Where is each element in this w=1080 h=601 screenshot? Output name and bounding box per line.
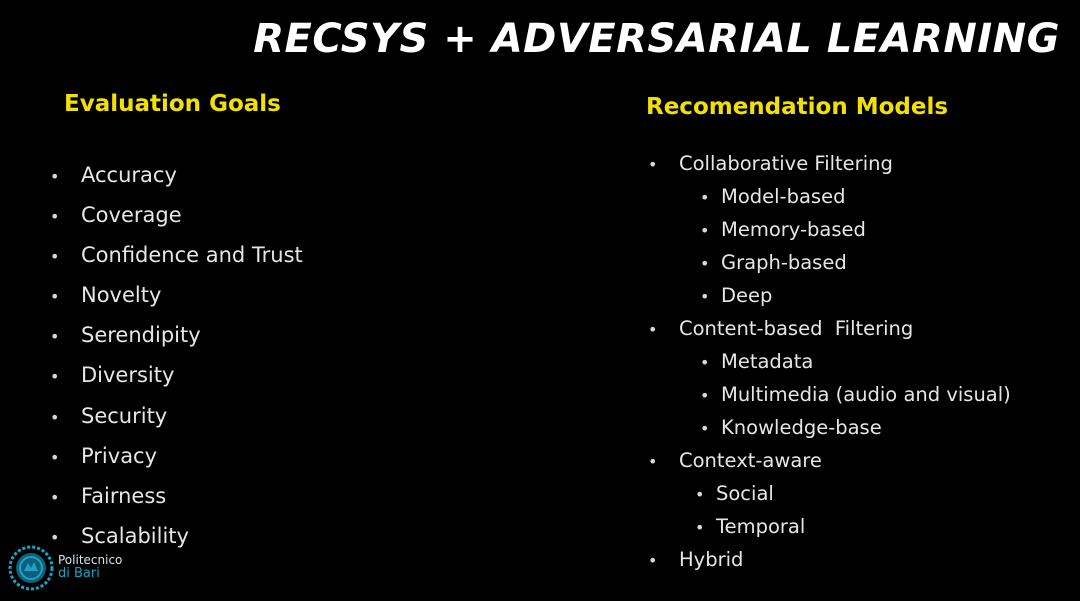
bullet-icon: • <box>50 287 60 307</box>
bullet-icon: • <box>700 353 710 372</box>
logo-line-2: di Bari <box>58 566 100 581</box>
list-item-label: Novelty <box>81 283 162 308</box>
list-item-label: Model-based <box>721 185 846 208</box>
list-item-label: Hybrid <box>679 548 744 571</box>
list-item <box>50 399 303 439</box>
list-item-label: Deep <box>721 284 773 307</box>
bullet-icon: • <box>700 287 710 306</box>
sub-list-item <box>648 511 1011 544</box>
bullet-icon: • <box>50 327 60 347</box>
list-item-label: Social <box>716 482 774 505</box>
bullet-icon: • <box>700 386 710 405</box>
sub-list-item <box>648 379 1011 412</box>
bullet-icon: • <box>50 167 60 186</box>
bullet-icon: • <box>700 221 710 240</box>
list-item-label: Confidence and Trust <box>81 243 303 268</box>
sub-list-item <box>648 214 1011 247</box>
list-item-label: Fairness <box>81 483 167 508</box>
bullet-icon: • <box>648 320 658 339</box>
list-item <box>50 158 303 198</box>
bullet-icon: • <box>648 155 658 174</box>
list-item-label: Scalability <box>81 523 189 548</box>
sub-list-item <box>648 412 1011 445</box>
bullet-icon: • <box>700 254 710 273</box>
bullet-icon: • <box>50 447 60 467</box>
bullet-icon: • <box>695 518 705 537</box>
list-item <box>50 198 303 238</box>
bullet-icon: • <box>50 207 60 227</box>
bullet-icon: • <box>50 367 60 387</box>
list-item-label: Temporal <box>716 515 806 538</box>
list-item-label: Memory-based <box>721 218 866 241</box>
sub-list-item <box>648 478 1011 511</box>
list-item <box>50 278 303 318</box>
list-item <box>50 479 303 519</box>
sub-list-item <box>648 181 1011 214</box>
list-item <box>50 439 303 479</box>
slide-title: RECSYS + ADVERSARIAL LEARNING <box>253 16 1060 62</box>
list-item-label: Collaborative Filtering <box>679 152 893 175</box>
sub-list-item <box>648 247 1011 280</box>
list-item-label: Diversity <box>81 363 175 388</box>
list-item-label: Content-based Filtering <box>679 317 914 340</box>
politecnico-logo-icon <box>8 545 54 591</box>
list-item-label: Serendipity <box>81 323 201 348</box>
list-item-label: Accuracy <box>81 163 177 187</box>
list-item-label: Multimedia (audio and visual) <box>721 383 1011 406</box>
recommendation-models-list <box>648 148 1011 577</box>
list-item <box>648 313 1011 346</box>
list-item <box>50 238 303 278</box>
bullet-icon: • <box>648 551 658 570</box>
list-item-label: Privacy <box>81 443 158 468</box>
list-item <box>50 358 303 398</box>
list-item-label: Coverage <box>81 203 182 228</box>
sub-list-item <box>648 346 1011 379</box>
list-item <box>648 544 1011 577</box>
bullet-icon: • <box>50 247 60 267</box>
bullet-icon: • <box>700 188 710 207</box>
list-item <box>648 148 1011 181</box>
bullet-icon: • <box>700 419 710 438</box>
bullet-icon: • <box>50 487 60 507</box>
list-item-label: Metadata <box>721 350 814 373</box>
bullet-icon: • <box>695 485 705 504</box>
bullet-icon: • <box>50 407 60 427</box>
bullet-icon: • <box>50 527 60 547</box>
recommendation-models-heading: Recomendation Models <box>646 94 949 120</box>
logo-line-1: Politecnico <box>58 553 123 567</box>
politecnico-logo-text <box>58 554 122 580</box>
evaluation-goals-heading: Evaluation Goals <box>64 91 281 117</box>
list-item-label: Graph-based <box>721 251 847 274</box>
evaluation-goals-list <box>50 158 303 559</box>
list-item-label: Context-aware <box>679 449 822 472</box>
list-item-label: Security <box>81 403 168 428</box>
list-item <box>648 445 1011 478</box>
list-item-label: Knowledge-base <box>721 416 882 439</box>
bullet-icon: • <box>648 452 658 471</box>
sub-list-item <box>648 280 1011 313</box>
list-item <box>50 318 303 358</box>
